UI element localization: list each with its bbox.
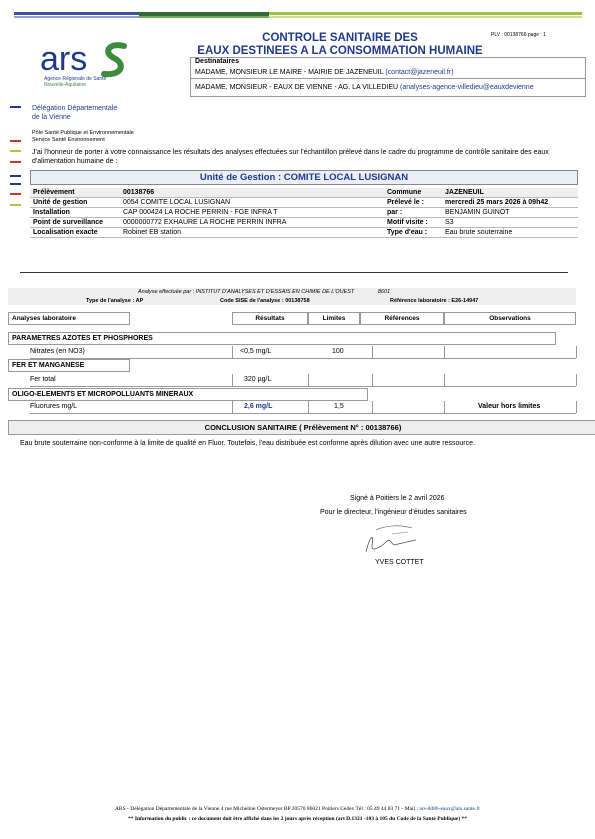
vline bbox=[308, 401, 309, 413]
side-mark-blue-3 bbox=[10, 183, 21, 185]
logo-sub-line1: Agence Régionale de Santé bbox=[44, 76, 107, 82]
footer-email[interactable]: ars-dd86-eaux@ars.sante.fr bbox=[419, 806, 481, 812]
vline bbox=[372, 401, 373, 413]
top-stripe-lime-1 bbox=[269, 12, 582, 15]
vline bbox=[232, 401, 233, 413]
title-line1: CONTROLE SANITAIRE DES bbox=[262, 32, 418, 44]
destinataire-2-email[interactable]: (analyses-agence-villedieu@eauxdevienne bbox=[400, 84, 534, 91]
ars-logo bbox=[38, 40, 138, 78]
side-mark-red-1 bbox=[10, 140, 21, 142]
destinataires-box bbox=[190, 57, 586, 97]
lab-name: Analyse effectuée par : INSTITUT D'ANALYSES ET D'ESSAIS EN CHIMIE DE L'OUEST bbox=[138, 289, 355, 295]
par-label: par : bbox=[384, 208, 442, 218]
vline bbox=[576, 401, 577, 413]
title-line2: EAUX DESTINEES A LA CONSOMMATION HUMAINE bbox=[197, 45, 483, 57]
unite-value: 0054 COMITE LOCAL LUSIGNAN bbox=[120, 198, 384, 208]
col-references: Références bbox=[360, 312, 444, 325]
side-mark-blue bbox=[10, 106, 21, 108]
pole-line1: Pôle Santé Publique et Environnementale bbox=[32, 130, 134, 136]
result-nitrates: <0,5 mg/L bbox=[240, 348, 272, 355]
preleve-value: mercredi 25 mars 2026 à 09h42 bbox=[442, 198, 578, 208]
group-oligo: OLIGO-ELEMENTS ET MICROPOLLUANTS MINERAUX bbox=[8, 388, 368, 401]
result-fluorures: 2,6 mg/L bbox=[244, 403, 273, 410]
info-row-point bbox=[30, 218, 578, 228]
conclusion-banner: CONCLUSION SANITAIRE ( Prélèvement N° : 00138766) bbox=[8, 420, 595, 435]
installation-value: CAP 000424 LA ROCHE PERRIN - FGE INFRA T bbox=[120, 208, 384, 218]
footer-address-text: ARS - Délégation Départementale de la Vienne 4 rue Micheline Ostermeyer BP 20570 86021 Poitiers Cedex Tél : 05 49 44 83 71 - Mail : bbox=[114, 806, 420, 812]
col-observations: Observations bbox=[444, 312, 576, 325]
motif-label: Motif visite : bbox=[384, 218, 442, 228]
side-mark-blue-2 bbox=[10, 175, 21, 177]
vline bbox=[308, 374, 309, 386]
handwritten-signature bbox=[362, 522, 422, 556]
code-sise: Code SISE de l'analyse : 00138758 bbox=[220, 298, 310, 304]
logo-sub-line2: Nouvelle-Aquitaine bbox=[44, 82, 86, 88]
info-row-prelevement bbox=[30, 188, 578, 198]
localisation-label: Localisation exacte bbox=[30, 228, 120, 238]
limit-fluorures: 1,5 bbox=[334, 403, 344, 410]
destinataire-1-email[interactable]: (contact@jazeneuil.fr) bbox=[385, 69, 454, 76]
obs-fluorures: Valeur hors limites bbox=[478, 403, 541, 410]
par-value: BENJAMIN GUINOT bbox=[442, 208, 578, 218]
signer-name: YVES COTTET bbox=[375, 559, 424, 566]
type-eau-value: Eau brute souterraine bbox=[442, 228, 578, 238]
footer-address bbox=[0, 806, 595, 812]
delegation bbox=[32, 104, 117, 122]
side-mark-olive-2 bbox=[10, 204, 21, 206]
destinataires-label: Destinataires bbox=[195, 58, 239, 65]
vline bbox=[232, 374, 233, 386]
vline bbox=[444, 374, 445, 386]
plv-page-ref: PLV : 00138766 page : 1 bbox=[491, 32, 546, 38]
signer-role: Pour le directeur, l'ingénieur d'études sanitaires bbox=[320, 509, 467, 516]
row-line-fluorures bbox=[30, 413, 576, 414]
info-row-unite bbox=[30, 198, 578, 208]
ref-labo: Référence laboratoire : E26-14947 bbox=[390, 298, 479, 304]
localisation-value: Robinet EB station bbox=[120, 228, 384, 238]
unite-gestion-banner: Unité de Gestion : COMITE LOCAL LUSIGNAN bbox=[30, 170, 578, 185]
unite-label: Unité de gestion bbox=[30, 198, 120, 208]
logo-text: ars bbox=[40, 40, 88, 78]
lab-performed-by bbox=[138, 289, 390, 295]
side-mark-red-3 bbox=[10, 193, 21, 195]
param-fer: Fer total bbox=[30, 376, 56, 383]
col-limites: Limites bbox=[308, 312, 360, 325]
prelevement-label: Prélèvement bbox=[30, 188, 120, 198]
installation-label: Installation bbox=[30, 208, 120, 218]
col-resultats: Résultats bbox=[232, 312, 308, 325]
intro-text: J'ai l'honneur de porter à votre connaissance les résultats des analyses effectuées sur l'échantillon prélevé dans le cadre du programme de contrôle sanitaire des eaux d'alimentation humaine de : bbox=[32, 149, 549, 165]
prelevement-value: 00138766 bbox=[120, 188, 384, 198]
point-value: 0000000772 EXHAURE LA ROCHE PERRIN INFRA bbox=[120, 218, 384, 228]
lab-code: 8601 bbox=[377, 289, 391, 295]
side-mark-red-2 bbox=[10, 161, 21, 163]
result-fer: 320 µg/L bbox=[244, 376, 272, 383]
vline bbox=[232, 346, 233, 358]
vline bbox=[576, 374, 577, 386]
vline bbox=[576, 346, 577, 358]
side-mark-olive-1 bbox=[10, 150, 21, 152]
top-stripe-green-2 bbox=[139, 16, 269, 18]
vline bbox=[444, 401, 445, 413]
conclusion-text: Eau brute souterraine non-conforme à la limite de qualité en Fluor. Toutefois, l'eau distribuée est conforme après dilution avec une autre ressource. bbox=[20, 440, 475, 447]
signed-place-date: Signé à Poitiers le 2 avril 2026 bbox=[350, 495, 445, 502]
destinataire-2 bbox=[195, 84, 534, 91]
commune-value: JAZENEUIL bbox=[442, 188, 578, 198]
vline bbox=[444, 346, 445, 358]
type-analyse: Type de l'analyse : AP bbox=[86, 298, 144, 304]
limit-nitrates: 100 bbox=[332, 348, 344, 355]
param-nitrates: Nitrates (en NO3) bbox=[30, 348, 85, 355]
section-divider bbox=[20, 272, 568, 273]
top-stripe-blue-1 bbox=[14, 12, 139, 15]
type-eau-label: Type d'eau : bbox=[384, 228, 442, 238]
group-fer: FER ET MANGANESE bbox=[8, 359, 130, 372]
destinataire-1-name: MADAME, MONSIEUR LE MAIRE - MAIRIE DE JAZENEUIL bbox=[195, 69, 384, 76]
destinataires-separator bbox=[190, 78, 586, 79]
vline bbox=[372, 374, 373, 386]
param-fluorures: Fluorures mg/L bbox=[30, 403, 78, 410]
top-stripe-lime-2 bbox=[269, 16, 582, 18]
row-line-fer bbox=[30, 386, 576, 387]
info-row-installation bbox=[30, 208, 578, 218]
pole-line2: Service Santé Environnement bbox=[32, 137, 105, 143]
delegation-line1: Délégation Départementale bbox=[32, 105, 118, 112]
logo-subtitle bbox=[44, 76, 106, 88]
destinataire-2-name: MADAME, MONSIEUR - EAUX DE VIENNE - AG. LA VILLEDIEU bbox=[195, 84, 399, 91]
pole bbox=[32, 130, 134, 144]
col-analyses: Analyses laboratoire bbox=[8, 312, 130, 325]
sample-info-table bbox=[30, 188, 578, 238]
point-label: Point de surveillance bbox=[30, 218, 120, 228]
preleve-label: Prélevé le : bbox=[384, 198, 442, 208]
motif-value: S3 bbox=[442, 218, 578, 228]
info-row-localisation bbox=[30, 228, 578, 238]
group-azotes: PARAMETRES AZOTES ET PHOSPHORES bbox=[8, 332, 556, 345]
footer-public-info: ** Information du public : ce document doit être affiché dans les 2 jours après réception (art D.1321 -103 à 105 du Code de la Santé Publique) ** bbox=[127, 816, 468, 822]
vline bbox=[372, 346, 373, 358]
delegation-line2: de la Vienne bbox=[32, 114, 71, 121]
commune-label: Commune bbox=[384, 188, 442, 198]
top-stripe-blue-2 bbox=[14, 16, 139, 18]
destinataire-1 bbox=[195, 69, 454, 76]
